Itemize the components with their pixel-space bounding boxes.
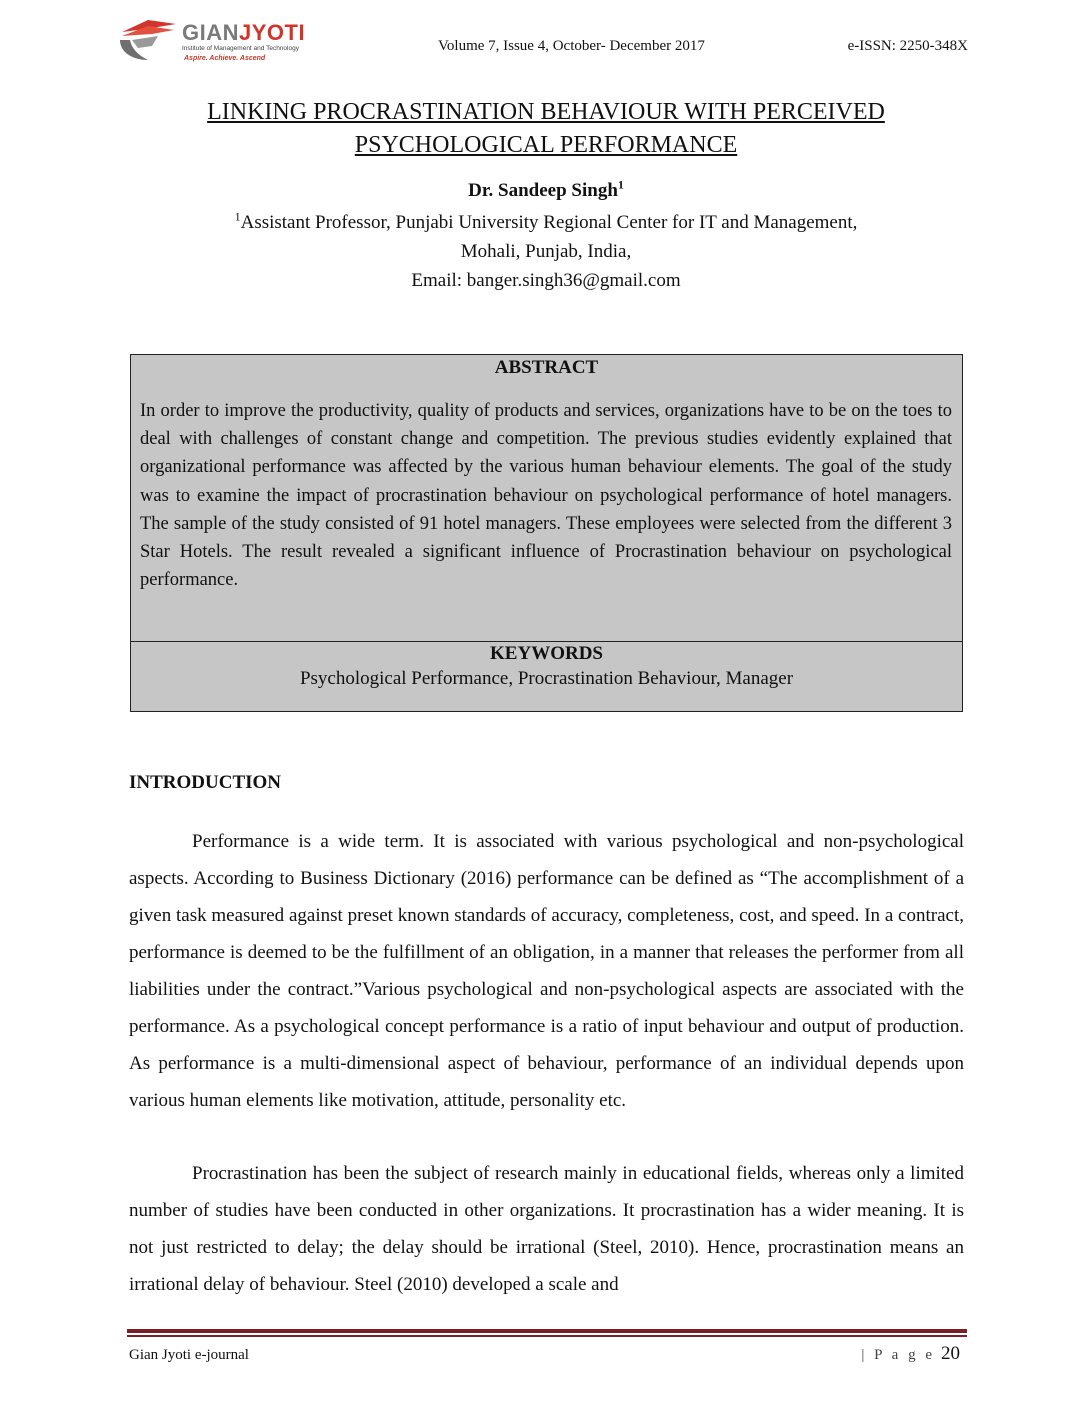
keywords-divider bbox=[131, 641, 962, 642]
footer-rule bbox=[127, 1329, 967, 1333]
keywords-text: Psychological Performance, Procrastination Behaviour, Manager bbox=[299, 668, 794, 689]
page-number-value: 20 bbox=[941, 1343, 960, 1364]
author-name: Dr. Sandeep Singh$^1$ bbox=[468, 177, 624, 201]
page-label: | P a g e bbox=[861, 1347, 935, 1363]
title-line-2: PSYCHOLOGICAL PERFORMANCE bbox=[354, 132, 738, 158]
logo-wordmark: GIANJYOTI bbox=[182, 20, 306, 45]
logo-subtitle: Institute of Management and Technology bbox=[182, 45, 299, 52]
issn: e-ISSN: 2250-348X bbox=[847, 38, 968, 54]
keywords-heading: KEYWORDS bbox=[490, 643, 603, 664]
body-paragraph: Procrastination has been the subject of research mainly in educational fields, whereas only a limited number of studies have been conducted in other organizations. It procrastination has a wider meaning. It is not just restricted to delay; the delay should be irrational (Steel, 2010). Hence, procrastination means an irrational delay of behaviour. Steel (2010) developed a scale and bbox=[129, 1163, 964, 1295]
footer-rule-thin bbox=[127, 1335, 967, 1337]
logo-tagline: Aspire. Achieve. Ascend bbox=[184, 55, 266, 62]
abstract-text: In order to improve the productivity, quality of products and services, organizations have to be on the toes to deal with challenges of constant change and competition. The previous studies evidently explained that organizational performance was affected by the various human behaviour elements. The goal of the study was to examine the impact of procrastination behaviour on psychological performance of hotel managers. The sample of the study consisted of 91 hotel managers. These employees were selected from the different 3 Star Hotels. The result revealed a significant influence of Procrastination behaviour on psychological performance. bbox=[140, 401, 952, 591]
author-email: Email: banger.singh36@gmail.com bbox=[411, 270, 681, 291]
issue-info: Volume 7, Issue 4, October- December 2017 bbox=[438, 38, 705, 54]
abstract-box bbox=[130, 354, 963, 712]
logo-emblem-icon bbox=[118, 18, 180, 62]
author-affiliation: $^1$Assistant Professor, Punjabi University Regional Center for IT and Management, Mohali, Punjab, India, Email: banger.singh36@gmail.com bbox=[120, 208, 972, 295]
page-number bbox=[861, 1343, 960, 1365]
footer-journal-name: Gian Jyoti e-journal bbox=[129, 1347, 249, 1363]
journal-logo bbox=[118, 14, 338, 64]
title-line-1: LINKING PROCRASTINATION BEHAVIOUR WITH PERCEIVED bbox=[207, 99, 885, 125]
abstract-heading: ABSTRACT bbox=[494, 357, 599, 378]
introduction-heading: INTRODUCTION bbox=[129, 772, 282, 793]
paper-title bbox=[120, 96, 972, 162]
body-paragraph: Performance is a wide term. It is associated with various psychological and non-psychological aspects. According to Business Dictionary (2016) performance can be defined as “The accomplishment of a given task measured against preset known standards of accuracy, completeness, cost, and speed. In a contract, performance is deemed to be the fulfillment of an obligation, in a manner that releases the performer from all liabilities under the contract.”Various psychological and non-psychological aspects are associated with the performance. As a psychological concept performance is a ratio of input behaviour and output of production. As performance is a multi-dimensional aspect of behaviour, performance of an individual depends upon various human elements like motivation, attitude, personality etc. bbox=[129, 831, 964, 1111]
